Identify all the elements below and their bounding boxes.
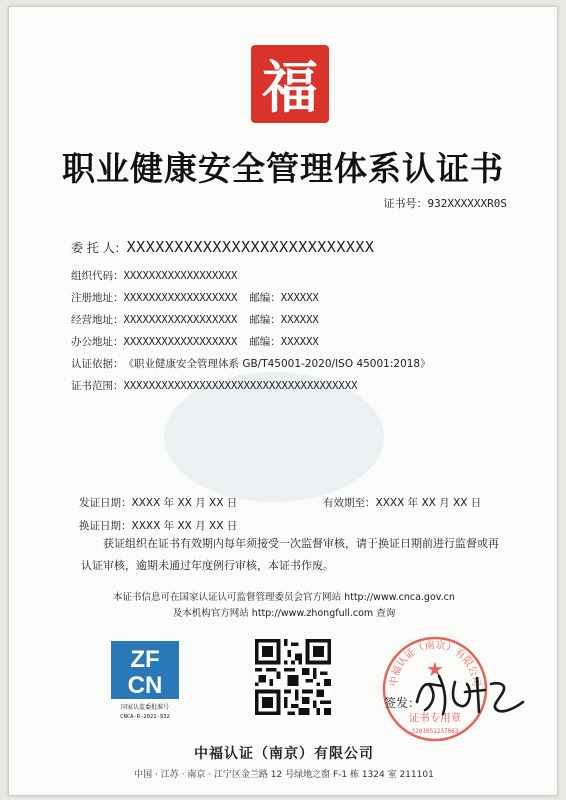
op-zip-value: XXXXXX (280, 314, 319, 326)
office-address-row (71, 334, 319, 349)
zfcn-bottom-text: CN (127, 672, 163, 699)
client-value: XXXXXXXXXXXXXXXXXXXXXXXXXX (126, 238, 375, 256)
client-label: 委 托 人： (71, 241, 127, 255)
basis-value: 《职业健康安全管理体系 GB/T45001-2020/ISO 45001:2018》 (123, 358, 431, 370)
zfcn-caption: 国家认监委批准号 (120, 704, 170, 711)
org-code-label: 组织代码： (71, 270, 124, 282)
logo-character: 福 (262, 55, 318, 121)
op-address-value: XXXXXXXXXXXXXXXXXX (123, 314, 238, 326)
qr-code (255, 639, 331, 715)
org-code-value: XXXXXXXXXXXXXXXXXX (123, 270, 238, 282)
org-code-row (71, 268, 237, 283)
notice-paragraph: 获证组织在证书有效期内每年须接受一次监督审核，请于换证日期前进行监督或再认证审核，逾期未通过年度例行审核，本证书作废。 (81, 537, 499, 572)
op-zip-label: 邮编： (249, 314, 281, 326)
brand-logo (251, 45, 329, 123)
cert-no-label: 证书号： (383, 197, 428, 210)
handwritten-signature (399, 662, 539, 722)
op-address-label: 经营地址： (71, 314, 124, 326)
issue-date (79, 495, 237, 510)
sign-label: 签发： (384, 696, 421, 710)
office-address-value: XXXXXXXXXXXXXXXXXX (123, 336, 238, 348)
basis-label: 认证依据： (71, 358, 124, 370)
certificate-sheet (8, 6, 558, 796)
company-address: 中国 · 江苏 · 南京 · 江宁区金兰路 12 号绿地之窗 F-1 栋 1324 室 211101 (134, 770, 434, 780)
office-address-label: 办公地址： (71, 336, 124, 348)
reg-address-value: XXXXXXXXXXXXXXXXXX (123, 292, 238, 304)
seal-center-text: 证书专用章 (408, 712, 462, 724)
valid-until-date (323, 495, 481, 510)
info-line-1: 本证书信息可在国家认证认可监督管理委员会官方网站 http://www.cnca.gov.cn (113, 592, 455, 603)
zfcn-top-text: ZF (130, 646, 160, 673)
reg-zip-label: 邮编： (249, 292, 281, 304)
renew-date (79, 518, 237, 533)
client-row (71, 238, 374, 256)
valid-until-label: 有效期至： (323, 497, 376, 509)
basis-row (71, 356, 431, 371)
renew-date-label: 换证日期： (79, 520, 132, 532)
office-zip-label: 邮编： (249, 336, 281, 348)
scope-value: XXXXXXXXXXXXXXXXXXXXXXXXXXXXXXXXXXXXX (123, 380, 358, 392)
reg-address-row (71, 290, 319, 305)
info-line-2: 及本机构官方网站 http://www.zhongfull.com 查询 (172, 608, 396, 619)
office-zip-value: XXXXXX (280, 336, 319, 348)
op-address-row (71, 312, 319, 327)
cert-no-value: 932XXXXXXR0S (427, 197, 507, 210)
reg-address-label: 注册地址： (71, 292, 124, 304)
issue-date-label: 发证日期： (79, 497, 132, 509)
zfcn-accreditation-logo (109, 639, 181, 721)
zfcn-code: CNCA-R-2021-932 (120, 714, 170, 720)
seal-ring-text: 中福认证（南京）有限公司 (388, 640, 482, 688)
scope-label: 证书范围： (71, 380, 124, 392)
reg-zip-value: XXXXXX (280, 292, 319, 304)
seal-number: 3201051237063 (411, 728, 459, 735)
valid-until-value: XXXX 年 XX 月 XX 日 (375, 497, 482, 509)
seal-star-icon: ★ (426, 657, 444, 681)
certificate-title: 职业健康安全管理体系认证书 (62, 149, 504, 188)
certificate-number (384, 195, 507, 211)
renew-date-value: XXXX 年 XX 月 XX 日 (131, 520, 238, 532)
company-name: 中福认证（南京）有限公司 (194, 746, 374, 762)
issue-date-value: XXXX 年 XX 月 XX 日 (131, 497, 238, 509)
scope-row (71, 378, 357, 393)
